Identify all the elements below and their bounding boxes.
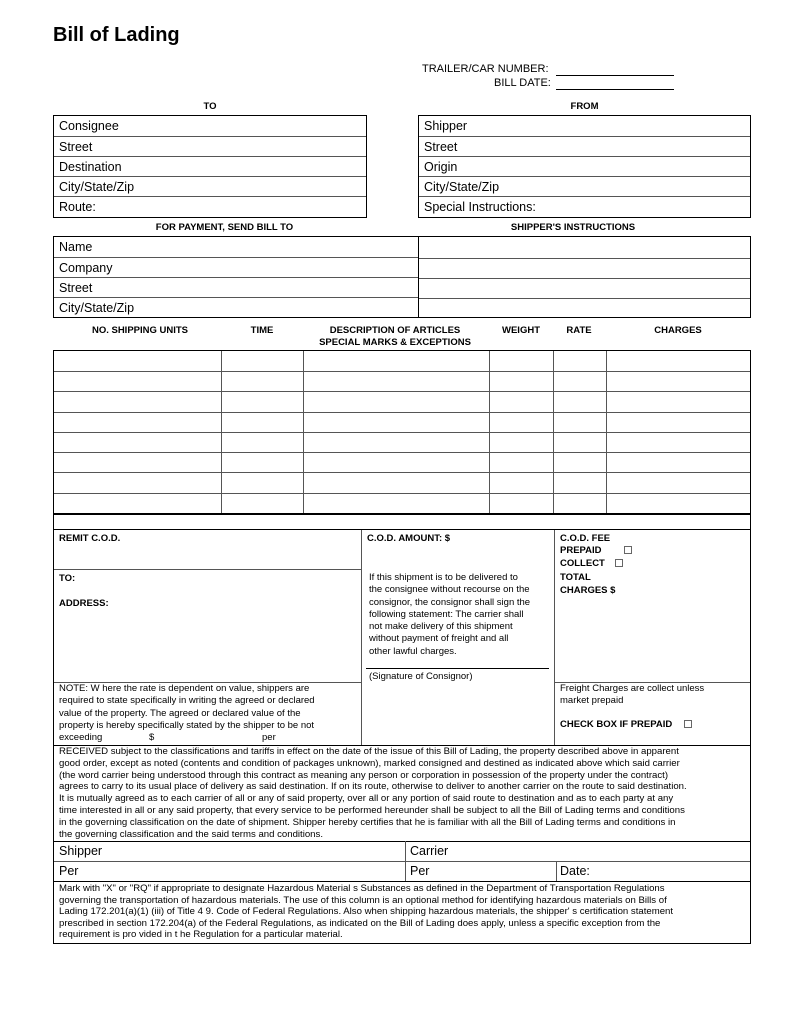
consignor-statement: If this shipment is to be delivered to the consignee without recourse on the consignor, the consignor shall sign the following statement: The carrier shall not make delivery of this shipment without payment of freight and all other lawful charges.	[369, 572, 531, 657]
payment-city-state-zip-field[interactable]: City/State/Zip	[59, 301, 135, 315]
trailer-number-label: TRAILER/CAR NUMBER:	[422, 63, 549, 75]
trailer-number-line	[556, 75, 674, 76]
check-prepaid-box-icon[interactable]	[684, 720, 692, 728]
from-origin-field[interactable]: Origin	[419, 157, 750, 177]
header-description: DESCRIPTION OF ARTICLES	[329, 325, 461, 336]
date-field[interactable]: Date:	[560, 864, 590, 878]
shipper-instructions-fields[interactable]	[419, 237, 750, 317]
header-rate: RATE	[566, 325, 592, 336]
check-prepaid-label: CHECK BOX IF PREPAID	[560, 719, 673, 730]
to-destination-field[interactable]: Destination	[54, 157, 366, 177]
header-weight: WEIGHT	[502, 325, 540, 336]
from-box	[418, 115, 751, 218]
freight-charges-note: Freight Charges are collect unless market prepaid	[560, 683, 705, 707]
header-time: TIME	[250, 325, 274, 336]
collect-box-icon[interactable]	[615, 559, 623, 567]
trailer-number-field[interactable]	[422, 63, 549, 75]
value-note: NOTE: W here the rate is dependent on value, shippers are required to state specifically in writing the agreed or declared value of the property. The agreed or declared value of the property is hereby specifically stated by the shipper to be not exceeding $ per	[59, 683, 315, 744]
payment-company-field[interactable]: Company	[54, 258, 418, 278]
total-charges-label: CHARGES $	[560, 585, 616, 596]
to-consignee-field[interactable]: Consignee	[54, 116, 366, 137]
prepaid-box-icon[interactable]	[624, 546, 632, 554]
bill-date-label: BILL DATE:	[494, 77, 551, 89]
cod-address-label: ADDRESS:	[59, 598, 109, 609]
payment-street-field[interactable]: Street	[54, 278, 418, 298]
header-special-marks: SPECIAL MARKS & EXCEPTIONS	[319, 337, 471, 348]
from-special-instructions-field[interactable]: Special Instructions:	[424, 200, 536, 214]
consignor-signature-line[interactable]	[366, 668, 549, 669]
check-box-if-prepaid[interactable]	[560, 719, 692, 731]
payment-name-field[interactable]: Name	[54, 237, 418, 258]
to-box	[53, 115, 367, 218]
carrier-per-field[interactable]: Per	[410, 864, 430, 878]
payment-box	[53, 236, 751, 318]
to-street-field[interactable]: Street	[54, 137, 366, 157]
from-shipper-field[interactable]: Shipper	[419, 116, 750, 137]
total-label: TOTAL	[560, 572, 591, 583]
prepaid-checkbox[interactable]	[560, 545, 632, 557]
collect-label: COLLECT	[560, 558, 605, 569]
header-charges: CHARGES	[654, 325, 702, 336]
shipper-signature-field[interactable]: Shipper	[59, 844, 103, 858]
received-terms: RECEIVED subject to the classifications and tariffs in effect on the date of the issue of this Bill of Lading, the property described above in apparent good order, except as noted (contents and condition of packages unknown), marked consigned and destined as indicated above which said carrier (the word carrier being understood through this contract as meaning any person or corporation in possession of the property under the contract) agrees to carry to its usual place of delivery as said destination. If on its route, otherwise to deliver to another carrier on the route to said destination. It is mutually agreed as to each carrier of all or any of said property, over all or any portion of said route to destination and as to each party at any time interested in all or any said property, that every service to be performed hereunder shall be subject to all the Bill of Lading terms and conditions in the governing classification on the date of shipment. Shipper hereby certifies that he is familiar with all the Bill of Lading terms and conditions in the governing classification and the said terms and conditions.	[59, 746, 687, 840]
header-shipping-units: NO. SHIPPING UNITS	[91, 325, 189, 336]
bill-date-line	[556, 89, 674, 90]
prepaid-label: PREPAID	[560, 545, 602, 556]
cod-fee-label: C.O.D. FEE	[560, 533, 611, 544]
items-table[interactable]	[53, 350, 751, 514]
to-city-state-zip-field[interactable]: City/State/Zip	[54, 177, 366, 197]
from-city-state-zip-field[interactable]: City/State/Zip	[419, 177, 750, 197]
from-street-field[interactable]: Street	[419, 137, 750, 157]
cod-amount-label: C.O.D. AMOUNT: $	[367, 533, 451, 544]
remit-cod-label: REMIT C.O.D.	[59, 533, 121, 544]
cod-terms-box	[53, 514, 751, 944]
payment-fields	[54, 237, 418, 317]
hazmat-notice: Mark with "X" or "RQ" if appropriate to designate Hazardous Material s Substances as defined in the Department of Transportation Regulations governing the transportation of hazardous materials. The use of this column is an optional method for identifying hazardous materials on Bills of Lading 172.201(a)(1) (iii) of Title 4 9. Code of Federal Regulations. Also when shipping hazardous materials, the shipper' s certification statement prescribed in section 172.204(a) of the Federal Regulations, as indicated on the Bill of Lading does apply, unless a specific exception from the requirement is pro vided in t he Regulation for a particular material.	[59, 883, 674, 941]
to-section-label: TO	[203, 101, 217, 112]
shipper-per-field[interactable]: Per	[59, 864, 79, 878]
carrier-signature-field[interactable]: Carrier	[410, 844, 449, 858]
signature-of-consignor-label: (Signature of Consignor)	[369, 671, 473, 682]
payment-section-label: FOR PAYMENT, SEND BILL TO	[155, 222, 294, 233]
bill-date-field[interactable]	[494, 77, 551, 89]
document-title: Bill of Lading	[53, 24, 180, 46]
cod-to-label: TO:	[59, 573, 76, 584]
collect-checkbox[interactable]	[560, 558, 623, 570]
from-section-label: FROM	[570, 101, 599, 112]
to-route-field[interactable]: Route:	[59, 200, 96, 214]
shipper-instructions-label: SHIPPER'S INSTRUCTIONS	[510, 222, 636, 233]
